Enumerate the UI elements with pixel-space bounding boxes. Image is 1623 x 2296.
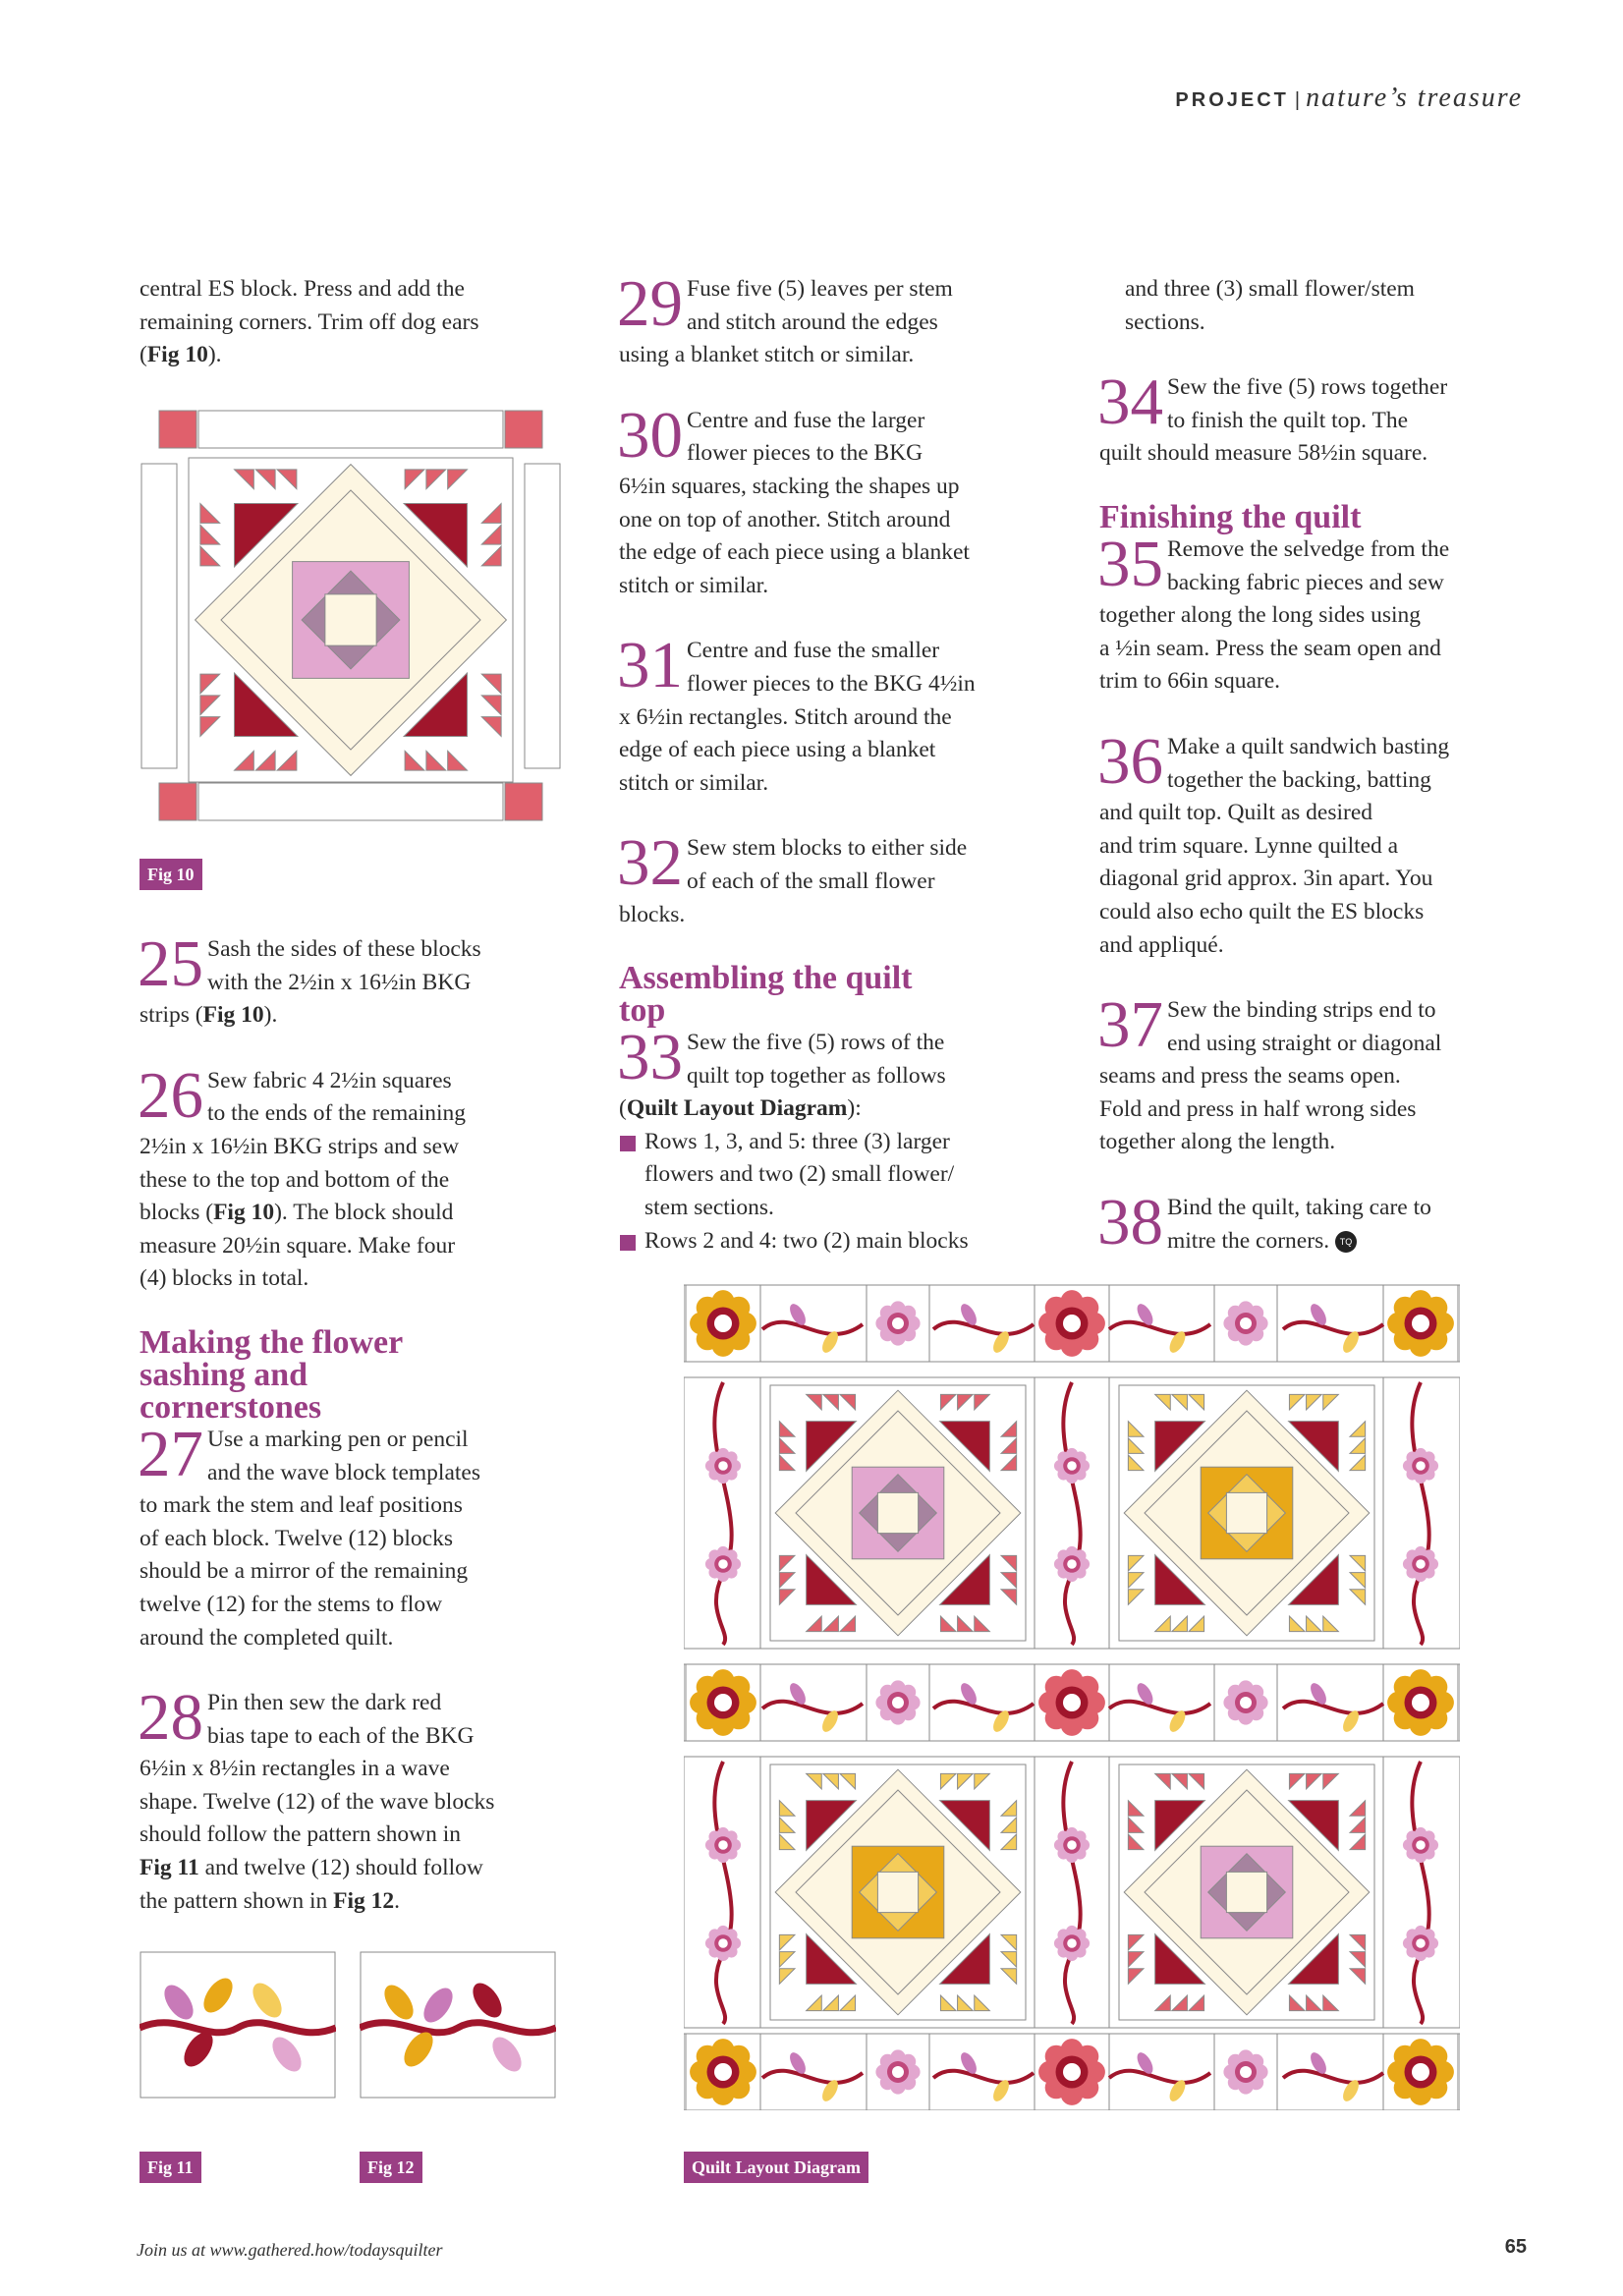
- sashing-strip: [525, 464, 560, 768]
- intro-line: (Fig 10).: [140, 342, 222, 368]
- flower: [690, 1669, 756, 1736]
- flower: [705, 1546, 741, 1582]
- fig10-caption: Fig 10: [140, 859, 202, 890]
- flower: [1038, 2039, 1105, 2105]
- running-header: [1130, 83, 1523, 114]
- bullet-item: Rows 1, 3, and 5: three (3) larger flowers and two (2) small flower/ stem sections.: [619, 1126, 1051, 1225]
- step-number: 33: [617, 1021, 683, 1094]
- column-1: [140, 273, 562, 372]
- step-number: 38: [1097, 1186, 1163, 1260]
- fig10-block-diagram: [140, 403, 562, 828]
- step-number: 36: [1097, 724, 1163, 798]
- end-mark-icon: TQ: [1335, 1231, 1357, 1253]
- heading-flower-sashing: Making the flower sashing and cornerstones: [140, 1323, 404, 1426]
- quilt-block: [1119, 1764, 1374, 2020]
- quilt-block: [1119, 1385, 1374, 1641]
- heading-finishing: Finishing the quilt: [1099, 498, 1362, 535]
- cornerstone: [505, 783, 542, 820]
- quilt-block: [189, 458, 513, 782]
- footer-url: Join us at www.gathered.how/todaysquilter: [137, 2240, 443, 2260]
- heading-assembling: Assembling the quilt top: [619, 960, 913, 1030]
- bullet-item: Rows 2 and 4: two (2) main blocks: [619, 1225, 1051, 1259]
- flower: [875, 1680, 920, 1724]
- step-33-continued: and three (3) small flower/stem sections.: [1125, 276, 1415, 335]
- stem-sashing: [684, 1377, 762, 1649]
- flower: [1038, 1669, 1105, 1736]
- flower: [1054, 1448, 1090, 1484]
- step-number: 27: [138, 1417, 203, 1490]
- step-27: 27 Use a marking pen or pencil and the wave block templates to mark the stem and leaf positions of each block. Twelve (12) blocks should be a mirror of the remaining twelve (12) for the stems to flow around the completed quilt.: [138, 1417, 480, 1651]
- sashing-strip: [198, 783, 503, 820]
- flower: [1403, 1827, 1438, 1863]
- sashing-strip: [198, 411, 503, 448]
- quilt-block: [770, 1764, 1026, 2020]
- step-38: 38 Bind the quilt, taking care to mitre the corners. TQ: [1097, 1186, 1431, 1260]
- flower: [690, 1290, 756, 1357]
- flower: [875, 2049, 920, 2094]
- column-3: [1099, 273, 1532, 1258]
- flower: [1038, 1290, 1105, 1357]
- page-number: 65: [1504, 2236, 1527, 2258]
- flower: [1054, 1926, 1090, 1961]
- step-28: 28 Pin then sew the dark red bias tape to each of the BKG 6½in x 8½in rectangles in a wave shape. Twelve (12) of the wave blocks should follow the pattern shown in Fig 11 and twelve (12) should follow the pattern shown in Fig 12.: [138, 1681, 495, 1914]
- quilt-layout-diagram: [684, 1283, 1460, 2110]
- flower: [1387, 1290, 1454, 1357]
- step-number: 37: [1097, 988, 1163, 1062]
- cornerstone: [159, 783, 196, 820]
- flower: [705, 1448, 741, 1484]
- flower: [1403, 1546, 1438, 1582]
- header-section: PROJECT: [1175, 89, 1289, 111]
- step-31: 31 Centre and fuse the smaller flower pieces to the BKG 4½in x 6½in rectangles. Stitch around the edge of each piece using a blanket stitch or similar.: [617, 629, 976, 796]
- flower: [1223, 1301, 1267, 1345]
- quilt-block: [770, 1385, 1026, 1641]
- flower: [1387, 1669, 1454, 1736]
- flower: [705, 1926, 741, 1961]
- cornerstone: [159, 411, 196, 448]
- column-1-steps: [138, 927, 562, 1950]
- flower: [1387, 2039, 1454, 2105]
- flower: [1054, 1546, 1090, 1582]
- flower: [1403, 1448, 1438, 1484]
- column-2: [617, 267, 1051, 1258]
- stem-sashing: [684, 1757, 762, 2028]
- step-26: 26 Sew fabric 4 2½in squares to the ends of the remaining 2½in x 16½in BKG strips and sew these to the top and bottom of the blocks (Fig 10). The block should measure 20½in square. Make four (4) blocks in total.: [138, 1058, 466, 1292]
- flower: [1223, 1680, 1267, 1724]
- stem-sashing: [1381, 1757, 1460, 2028]
- step-32: 32 Sew stem blocks to either side of each of the small flower blocks.: [617, 826, 968, 927]
- fig11-wave-block: [140, 1951, 336, 2099]
- stem-sashing: [1033, 1757, 1111, 2028]
- fig11-caption: Fig 11: [140, 2152, 201, 2183]
- step-number: 26: [138, 1058, 203, 1132]
- flower: [1403, 1926, 1438, 1961]
- stem-sashing: [1381, 1377, 1460, 1649]
- intro-line: remaining corners. Trim off dog ears: [140, 308, 479, 335]
- quilt-layout-caption: Quilt Layout Diagram: [684, 2152, 868, 2183]
- cornerstone: [505, 411, 542, 448]
- step-number: 28: [138, 1681, 203, 1755]
- flower: [705, 1827, 741, 1863]
- step-35: 35 Remove the selvedge from the backing fabric pieces and sew together along the long sides using a ½in seam. Press the seam open and trim to 66in square.: [1097, 527, 1450, 695]
- step-33: 33 Sew the five (5) rows of the quilt top together as follows (Quilt Layout Diagram): Rows 1, 3, and 5: three (3) larger flowers and two (2) small flower/ stem sections. Rows 2 and 4: two (2) main blocks: [619, 1027, 1051, 1258]
- step-37: 37 Sew the binding strips end to end using straight or diagonal seams and press the seams open. Fold and press in half wrong sides together along the length.: [1097, 988, 1442, 1155]
- header-title: nature’s treasure: [1306, 83, 1523, 113]
- flower: [690, 2039, 756, 2105]
- flower: [1223, 2049, 1267, 2094]
- flower: [1054, 1827, 1090, 1863]
- step-number: 35: [1097, 527, 1163, 600]
- step-number: 25: [138, 927, 203, 1000]
- step-number: 34: [1097, 365, 1163, 439]
- flower: [875, 1301, 920, 1345]
- header-separator: |: [1294, 89, 1301, 111]
- step-number: 31: [617, 629, 683, 702]
- intro-line: central ES block. Press and add the: [140, 276, 465, 302]
- step-34: 34 Sew the five (5) rows together to finish the quilt top. The quilt should measure 58½in square.: [1097, 365, 1448, 467]
- step-29: 29 Fuse five (5) leaves per stem and stitch around the edges using a blanket stitch or similar.: [617, 267, 953, 368]
- step-number: 32: [617, 826, 683, 900]
- step-30: 30 Centre and fuse the larger flower pieces to the BKG 6½in squares, stacking the shapes up one on top of another. Stitch around the edge of each piece using a blanket stitch or similar.: [617, 398, 970, 598]
- sashing-strip: [141, 464, 177, 768]
- step-36: 36 Make a quilt sandwich basting together the backing, batting and quilt top. Quilt as desired and trim square. Lynne quilted a diagonal grid approx. 3in apart. You could also echo quilt the ES blocks and appliqué.: [1097, 724, 1450, 958]
- fig12-caption: Fig 12: [360, 2152, 422, 2183]
- step-25: 25 Sash the sides of these blocks with the 2½in x 16½in BKG strips (Fig 10).: [138, 927, 481, 1029]
- fig12-wave-block: [360, 1951, 556, 2099]
- step-number: 30: [617, 398, 683, 472]
- step-number: 29: [617, 267, 683, 340]
- stem-sashing: [1033, 1377, 1111, 1649]
